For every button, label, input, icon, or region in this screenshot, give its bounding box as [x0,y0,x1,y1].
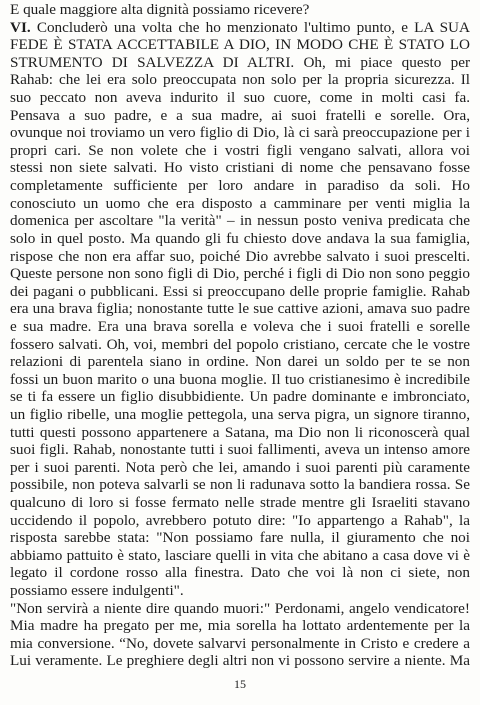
text-line: abbiamo pattuito è stato, lasciare quelli in vita che abitano a casa dove vi è [10,546,470,564]
text-line: tutti questi possono appartenere a Satana, ma Dio non li riconoscerà qual [10,423,470,441]
text-line: mia conversione. “No, dovete salvarvi personalmente in Cristo e credere a [10,634,470,652]
text-line: VI. Concluderò una volta che ho menzionato l'ultimo punto, e LA SUA [10,18,470,36]
text-line: legato il cordone rosso alla finestra. Dato che voi là non ci siete, non [10,564,470,582]
text-line: dei pagani o pubblicani. Essi si preoccupano delle proprie famiglie. Rahab [10,282,470,300]
text-line: fossi un buon marito o una buona moglie. Il tuo cristianesimo è incredibile [10,370,470,388]
text-line: se ti fa essere un figlio disubbidiente. Un padre dominante e imbronciato, [10,388,470,406]
text-line: suoi figli. Rahab, nonostante tutti i suoi fallimenti, aveva un intenso amore [10,441,470,459]
text-line: conosciuto un uomo che era disposto a camminare per venti miglia la [10,194,470,212]
text-line: Pensava a suo padre, e a sua madre, ai suoi fratelli e sorelle. Ora, [10,106,470,124]
text-line: uccidendo il popolo, avrebbero potuto dire: "Io appartengo a Rahab", la [10,511,470,529]
text-line: E quale maggiore alta dignità possiamo ricevere? [10,1,310,18]
text-line: fossero salvati. Oh, voi, membri del popolo cristiano, cercate che le vostre [10,335,470,353]
text-line: domenica per ascoltare "la verità" – in nessun posto veniva predicata che [10,212,470,230]
text-line: qualcuno di loro si fosse fermato nelle strade mentre gli Israeliti stavano [10,493,470,511]
text-line: possiamo essere indulgenti". [10,582,184,599]
text-line: Rahab: che lei era solo preoccupata non solo per la propria sicurezza. Il [10,71,470,89]
text-line: suo peccato non aveva indurito il suo cuore, come in molti casi fa. [10,89,470,106]
text-line: relazioni di parentela siano in ordine. Non darei un soldo per te se non [10,353,470,371]
text-line: rispose che non era affar suo, poiché Dio avrebbe salvato i suoi prescelti. [10,247,470,265]
text-line: un figlio ribelle, una moglie pettegola, una serva pigra, un signore tiranno, [10,405,470,423]
text-line: Queste persone non sono figli di Dio, perché i figli di Dio non sono peggio [10,265,470,283]
text-line: "Non servirà a niente dire quando muori:" Perdonami, angelo vendicatore! [10,599,470,617]
text-line: possibile, non poteva salvarli se non li radunava sotto la bandiera rossa. Se [10,476,470,494]
text-line: ovunque noi troviamo un vero figlio di Dio, là ci sarà preoccupazione per i [10,124,470,142]
text-line: Mia madre ha pregato per me, mia sorella ha lottato ardentemente per la [10,617,470,635]
text-line: e sua madre. Era una brava sorella e voleva che i suoi fratelli e sorelle [10,317,470,335]
text-line: stessi non siete salvati. Ho visto cristiani di nome che pensavano fosse [10,159,470,177]
text-line: risposta sarebbe stata: "Non possiamo fare nulla, il giuramento che noi [10,529,470,547]
section-marker: VI. [10,18,31,36]
text-line: STRUMENTO DI SALVEZZA DI ALTRI. Oh, mi piace questo per [10,53,470,71]
page-number: 15 [234,677,246,691]
text-line: propri cari. Se non volete che i vostri figli vengano salvati, allora voi [10,141,470,159]
text-line: Lui veramente. Le preghiere degli altri non vi possono servire a niente. Ma [10,652,470,670]
text-line: completamente sufficiente per loro andare in paradiso da soli. Ho [10,177,470,195]
text-line: era una brava figlia; nonostante tutte le sue cattive azioni, amava suo padre [10,300,470,318]
text-line: solo in quel posto. Ma quando gli fu chiesto dove andava la sua famiglia, [10,229,470,247]
text-line: per i suoi parenti. Nota però che lei, amando i suoi parenti più caramente [10,458,470,476]
text-line: FEDE È STATA ACCETTABILE A DIO, IN MODO CHE È STATO LO [10,36,470,54]
